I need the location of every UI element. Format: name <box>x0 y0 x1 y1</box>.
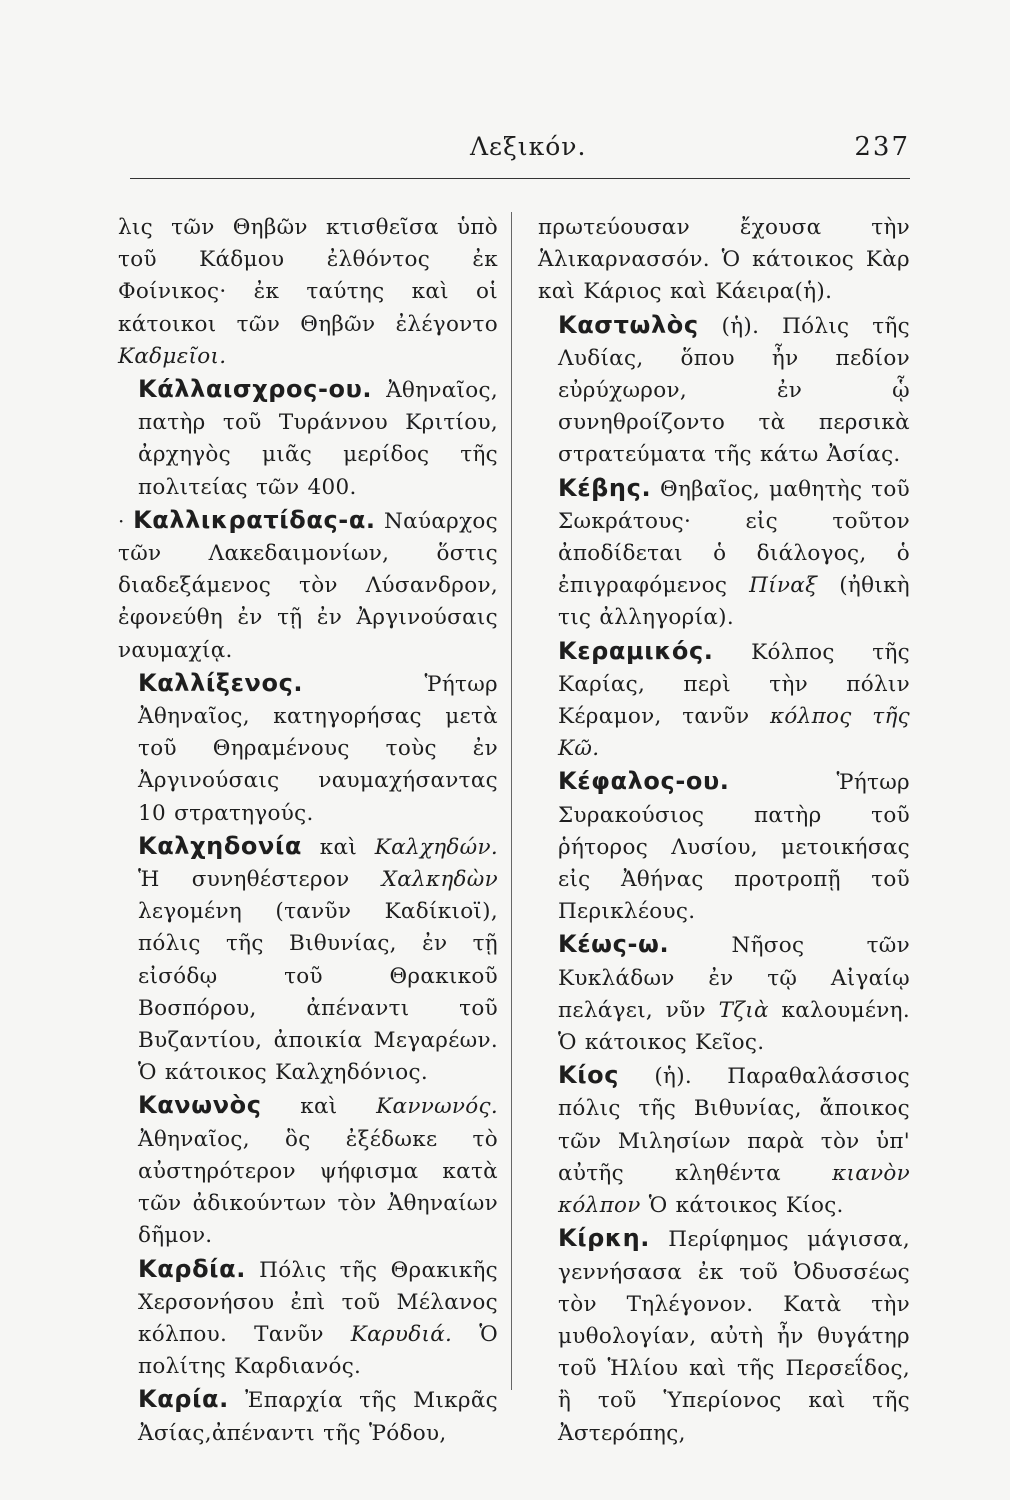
headword: Κεραμικός. <box>558 636 714 665</box>
headword: Κίρκη. <box>558 1224 650 1253</box>
entry-keos: Κέως-ω. Νῆσος τῶν Κυκλάδων ἐν τῷ Αἰγαίῳ πελάγει, νῦν Τζιὰ καλουμένη. Ὁ κάτοικος Κεῖος. <box>558 930 910 1056</box>
entry-kastolos: Καστωλὸς (ἡ). Πόλις τῆς Λυδίας, ὅπου ἦν πεδίον εὐρύχωρον, ἐν ᾧ συνηθροίζοντο τὰ περσικὰ στρατεύματα τῆς κάτω Ἀσίας. <box>558 310 910 468</box>
headword: Καστωλὸς <box>558 310 699 339</box>
column-divider <box>511 212 512 1390</box>
entry-kallaischros: Κάλλαισχρος-ου. Ἀθηναῖος, πατὴρ τοῦ Τυράννου Κριτίου, ἀρχηγὸς μιᾶς μερίδος τῆς πολιτείας τῶν 400. <box>138 375 498 500</box>
page-number: 237 <box>854 132 910 162</box>
headword: Κάλλαισχρος-ου. <box>138 375 373 404</box>
headword: Καρία. <box>138 1385 229 1414</box>
entry-kallixenos: Καλλίξενος. Ῥήτωρ Ἀθηναῖος, κατηγορήσας μετὰ τοῦ Θηραμένους τοὺς ἐν Ἀργινούσαις ναυμαχήσαντας 10 στρατηγούς. <box>138 668 498 826</box>
headword: Κέβης. <box>558 473 652 502</box>
headword: Καλλίξενος. <box>138 668 304 697</box>
entry-kalchedonia: Καλχηδονία καὶ Καλχηδών. Ἡ συνηθέστερον Χαλκηδὼν λεγομένη (τανῦν Καδίκιοϊ), πόλις τῆς Βιθυνίας, ἐν τῇ εἰσόδῳ τοῦ Θρακικοῦ Βοσπόρου, ἀπέναντι τοῦ Βυζαντίου, ἀποικία Μεγαρέων. Ὁ κάτοικος Καλχηδόνιος. <box>138 831 498 1086</box>
entry-kardia: Καρδία. Πόλις τῆς Θρακικῆς Χερσονήσου ἐπὶ τοῦ Μέλανος κόλπου. Τανῦν Καρυδιά. Ὁ πολίτης Καρδιανός. <box>138 1254 498 1380</box>
headword: Κανωνὸς <box>138 1091 262 1120</box>
entry-kallikratidas: · Καλλικρατίδας-α. Ναύαρχος τῶν Λακεδαιμονίων, ὅστις διαδεξάμενος τὸν Λύσανδρον, ἐφονεύθη ἐν τῇ ἐν Ἀργινούσαις ναυμαχίᾳ. <box>118 505 498 663</box>
header-rule <box>130 178 910 179</box>
headword: Καρδία. <box>138 1254 246 1283</box>
entry-continuation: λις τῶν Θηβῶν κτισθεῖσα ὑπὸ τοῦ Κάδμου ἐλθόντος ἐκ Φοίνικος· ἐκ ταύτης καὶ οἱ κάτοικοι τῶν Θηβῶν ἐλέγοντο Καδμεῖοι. <box>118 215 498 369</box>
headword: Καλλικρατίδας-α. <box>133 505 376 534</box>
page-header <box>130 128 910 168</box>
entry-kanonos: Κανωνὸς καὶ Καννωνός. Ἀθηναῖος, ὃς ἐξέδωκε τὸ αὐστηρότερον ψήφισμα κατὰ τῶν ἀδικούντων τὸν Ἀθηναίων δῆμον. <box>138 1091 498 1249</box>
entry-kirke: Κίρκη. Περίφημος μάγισσα, γεννήσασα ἐκ τοῦ Ὀδυσσέως τὸν Τηλέγονον. Κατὰ τὴν μυθολογίαν, αὐτὴ ἦν θυγάτηρ τοῦ Ἡλίου καὶ τῆς Περσεΐδος, ἢ τοῦ Ὑπερίονος καὶ τῆς Ἀστερόπης, <box>558 1224 910 1446</box>
entry-keramikos: Κεραμικός. Κόλπος τῆς Καρίας, περὶ τὴν πόλιν Κέραμον, τανῦν κόλπος τῆς Κῶ. <box>558 636 910 762</box>
entry-kios: Κίος (ἡ). Παραθαλάσσιος πόλις τῆς Βιθυνίας, ἄποικος τῶν Μιλησίων παρὰ τὸν ὑπ' αὐτῆς κληθέντα κιανὸν κόλπον Ὁ κάτοικος Κίος. <box>558 1061 910 1219</box>
entry-kebes: Κέβης. Θηβαῖος, μαθητὴς τοῦ Σωκράτους· εἰς τοῦτον ἀποδίδεται ὁ διάλογος, ὁ ἐπιγραφόμενος Πίναξ (ἠθικὴ τις ἀλληγορία). <box>558 473 910 631</box>
headword: Κέως-ω. <box>558 930 670 959</box>
entry-karia: Καρία. Ἐπαρχία τῆς Μικρᾶς Ἀσίας,ἀπέναντι τῆς Ῥόδου, <box>138 1385 498 1446</box>
entry-kephalos: Κέφαλος-ου. Ῥήτωρ Συρακούσιος πατὴρ τοῦ ῥήτορος Λυσίου, μετοικήσας εἰς Ἀθήνας προτροπῇ τοῦ Περικλέους. <box>558 767 910 925</box>
headword: Κέφαλος-ου. <box>558 767 730 796</box>
entry-continuation: πρωτεύουσαν ἔχουσα τὴν Ἁλικαρνασσόν. Ὁ κάτοικος Κὰρ καὶ Κάριος καὶ Κάειρα(ἡ). <box>538 215 910 305</box>
headword: Καλχηδονία <box>138 831 303 860</box>
left-column <box>118 212 498 1450</box>
right-column <box>538 212 910 1450</box>
running-title: Λεξικόν. <box>470 132 587 161</box>
headword: Κίος <box>558 1061 620 1090</box>
